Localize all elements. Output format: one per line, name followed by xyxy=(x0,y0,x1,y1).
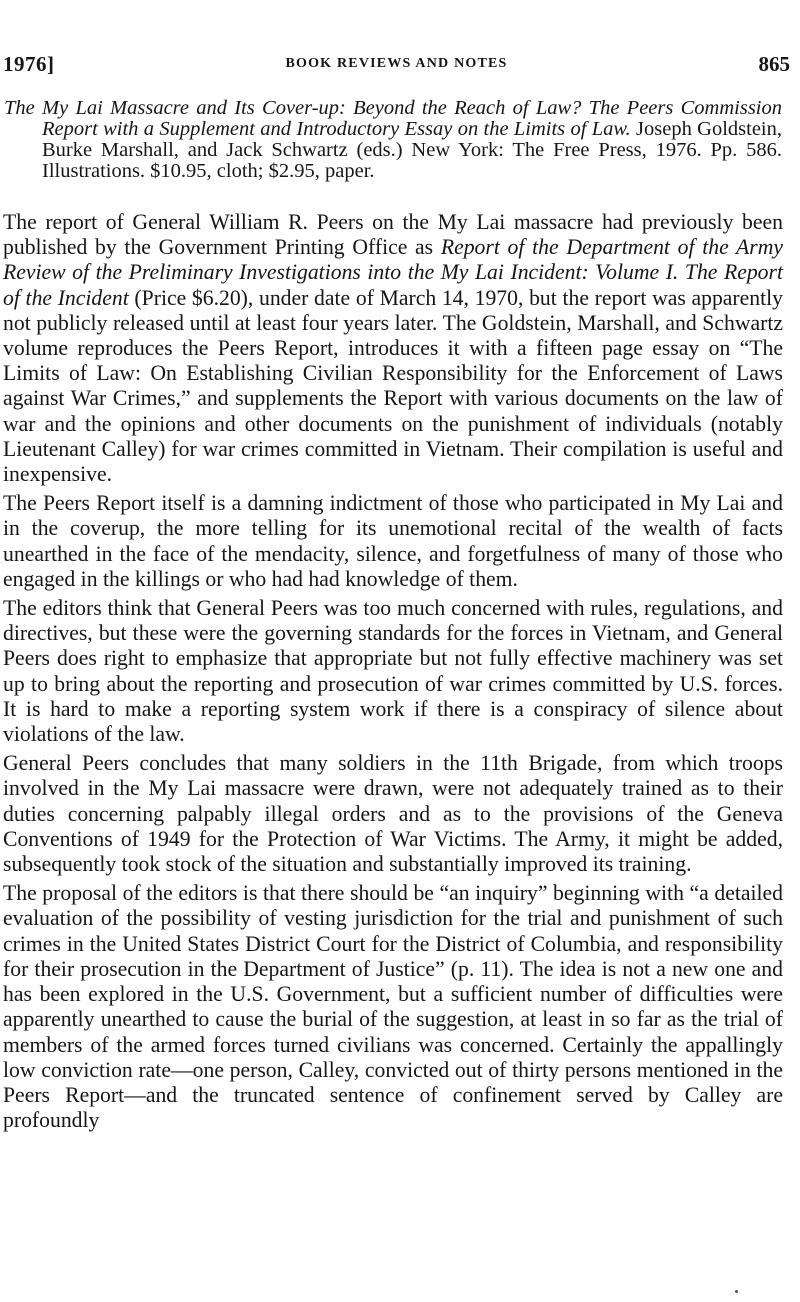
running-head xyxy=(3,52,790,82)
paragraph-1-text-a: The report of General William R. Peers on the My Lai massacre had previously been published by the Government Printing Office as xyxy=(3,210,783,260)
paragraph-4: General Peers concludes that many soldiers in the 11th Brigade, from which troops involved in the My Lai massacre were drawn, were not adequately trained as to their duties concerning palpably illegal orders and as to the provisions of the Geneva Conventions of 1949 for the Protection of War Victims. The Army, it might be added, subsequently took stock of the situation and substantially improved its training. xyxy=(3,751,783,877)
paragraph-5: The proposal of the editors is that there should be “an inquiry” beginning with “a detailed evaluation of the possibility of vesting jurisdiction for the trial and punishment of such crimes in the United States District Court for the District of Columbia, and responsibility for their prosecution in the Department of Justice” (p. 11). The idea is not a new one and has been explored in the U.S. Government, but a sufficient number of difficulties were apparently unearthed to cause the burial of the suggestion, at least in so far as the trial of members of the armed forces turned civilians was concerned. Certainly the appallingly low conviction rate—one person, Calley, convicted out of thirty persons mentioned in the Peers Report—and the truncated sentence of confinement served by Calley are profoundly xyxy=(3,881,783,1133)
paragraph-3: The editors think that General Peers was too much concerned with rules, regulations, and directives, but these were the governing standards for the forces in Vietnam, and General Peers does right to emphasize that appropriate but not fully effective machinery was set up to bring about the reporting and prosecution of war crimes committed by U.S. forces. It is hard to make a reporting system work if there is a conspiracy of silence about violations of the law. xyxy=(3,596,783,747)
page-number: 865 xyxy=(758,52,790,76)
paragraph-2: The Peers Report itself is a damning indictment of those who participated in My Lai and in the coverup, the more telling for its unemotional recital of the wealth of facts unearthed in the face of the mendacity, silence, and forgetfulness of many of those who engaged in the killings or who had had knowledge of them. xyxy=(3,491,783,591)
book-citation xyxy=(4,98,782,182)
scan-speck xyxy=(735,1290,738,1293)
citation-title: The My Lai Massacre and Its Cover-up: Beyond the Reach of Law? The Peers Commission Report with a Supplement and Introductory Essay on the Limits of Law. xyxy=(4,97,782,140)
header-title: BOOK REVIEWS AND NOTES xyxy=(285,56,508,71)
paragraph-1-text-b: (Price $6.20), under date of March 14, 1970, but the report was apparently not publicly released until at least four years later. The Goldstein, Marshall, and Schwartz volume reproduces the Peers Report, introduces it with a fifteen page essay on “The Limits of Law: On Establishing Civilian Responsibility for the Enforcement of Laws against War Crimes,” and supplements the Report with various documents on the law of war and the opinions and other documents on the punishment of individuals (notably Lieutenant Calley) for war crimes committed in Vietnam. Their compilation is useful and inexpensive. xyxy=(3,285,784,487)
header-year: 1976] xyxy=(3,52,55,76)
paragraph-1 xyxy=(3,210,783,487)
review-body xyxy=(3,210,783,1137)
paragraph-1-report-title: Report of the Department of the Army Review of the Preliminary Investigations into the My Lai Incident: Volume I. The Report of the Incident xyxy=(3,235,784,310)
citation-details: Joseph Goldstein, Burke Marshall, and Jack Schwartz (eds.) New York: The Free Press, 1976. Pp. 586. Illustrations. $10.95, cloth; $2.95, paper. xyxy=(42,118,782,182)
